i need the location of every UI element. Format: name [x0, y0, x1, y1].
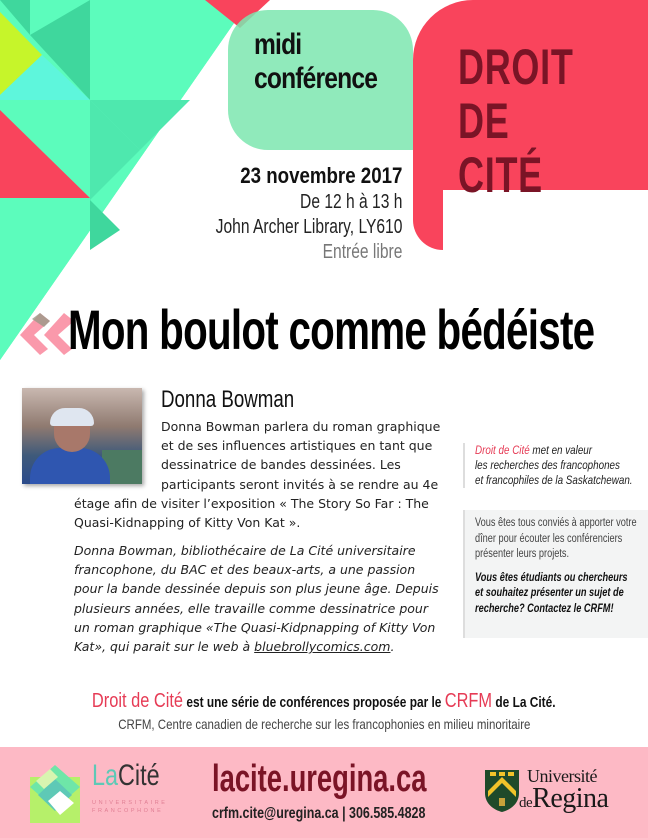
- invite-line: dîner pour écouter les conférenciers: [475, 532, 623, 545]
- invite-line: présenter leurs projets.: [475, 548, 570, 560]
- bio-last-line: [74, 637, 454, 656]
- event-date: 23 novembre 2017: [239, 163, 402, 188]
- uregina-line-2: [519, 785, 608, 817]
- bio-line: pour la bande dessinée depuis son plus jeune âge. Depuis: [74, 581, 439, 597]
- bio-line: Donna Bowman parlera du roman graphique: [161, 419, 441, 434]
- bio-line: Donna Bowman, bibliothécaire de La Cité universitaire: [74, 543, 416, 558]
- speaker-bio-1: [74, 417, 454, 532]
- series-text: de La Cité.: [492, 695, 556, 711]
- quote-text: met en valeur: [529, 443, 593, 457]
- bio-line: et de ses influences artistiques en tant que: [161, 438, 433, 454]
- uregina-de: de: [519, 795, 533, 811]
- bio-text: Kat», qui parait sur le web à: [74, 639, 255, 655]
- event-time: De 12 h à 13 h: [299, 191, 402, 213]
- bio-text: .: [390, 639, 395, 655]
- invite-text: [475, 516, 648, 563]
- event-info: [163, 162, 402, 265]
- quote-line-1: [475, 443, 617, 458]
- event-admission: Entrée libre: [322, 241, 402, 263]
- midi-conference-label: [254, 28, 377, 96]
- contact-info: crfm.cite@uregina.ca | 306.585.4828: [212, 805, 426, 822]
- comics-website-link[interactable]: bluebrollycomics.com: [254, 639, 391, 655]
- call-for-speakers: [475, 571, 648, 618]
- lacite-subtitle: [92, 799, 168, 815]
- call-line: recherche? Contactez le CRFM!: [475, 602, 614, 615]
- speaker-bio-2: [74, 541, 454, 656]
- uregina-wordmark: [519, 766, 609, 817]
- bio-line: participants seront invités à se rendre au 4e: [161, 476, 439, 492]
- org-full-name: [0, 716, 648, 732]
- bio-line: francophone, du BAC et des beaux-arts, a une passion: [74, 562, 416, 578]
- uregina-line-1: Université: [527, 766, 597, 786]
- lacite-logo-icon: [30, 765, 82, 825]
- quote-highlight: Droit de Cité: [475, 443, 530, 457]
- lacite-sub-1: UNIVERSITAIRE: [92, 800, 168, 806]
- bio-line: étage afin de visiter l’exposition « The Story So Far : The: [74, 495, 429, 511]
- lacite-wordmark: [92, 759, 160, 793]
- series-text: est une série de conférences proposée par le: [183, 695, 446, 711]
- conference-label: conférence: [254, 62, 378, 95]
- org-full-name-text: CRFM, Centre canadien de recherche sur les francophonies en milieu minoritaire: [117, 716, 531, 732]
- speaker-name: Donna Bowman: [161, 386, 295, 413]
- quote-line-3: et francophiles de la Saskatchewan.: [475, 473, 633, 487]
- sidebar-quote: [463, 443, 648, 488]
- sidebar-info-box: [463, 510, 648, 638]
- bio-line: dessinatrice de bandes dessinées. Les: [161, 457, 401, 473]
- uregina-shield-icon: [484, 769, 520, 813]
- series-description: [0, 690, 648, 713]
- footer: [0, 747, 648, 838]
- lacite-cite: Cité: [118, 759, 160, 792]
- call-line: Vous êtes étudiants ou chercheurs: [475, 571, 628, 584]
- brand-line-1: DROIT: [458, 39, 574, 95]
- event-location: John Archer Library, LY610: [215, 216, 402, 238]
- series-brand: Droit de Cité: [92, 690, 184, 712]
- talk-title: Mon boulot comme bédéiste: [68, 298, 595, 361]
- bio-line: plusieurs années, elle travaille comme dessinatrice pour: [74, 600, 428, 616]
- website-url[interactable]: lacite.uregina.ca: [212, 758, 427, 800]
- invite-line: Vous êtes tous conviés à apporter votre: [475, 517, 637, 529]
- droit-de-cite-title: [458, 40, 595, 202]
- call-line: et souhaitez présenter un sujet de: [475, 587, 624, 599]
- quote-line-2: les recherches des francophones: [475, 458, 620, 472]
- bio-line: un roman graphique «The Quasi-Kidpnapping of Kitty Von: [74, 619, 436, 635]
- midi-label: midi: [254, 28, 302, 61]
- series-org: CRFM: [445, 690, 493, 712]
- lacite-la: La: [92, 759, 119, 792]
- uregina-regina: Regina: [532, 783, 609, 814]
- bio-line: Quasi-Kidnapping of Kitty Von Kat ».: [74, 515, 301, 531]
- lacite-sub-2: FRANCOPHONE: [92, 808, 164, 814]
- brand-line-2: DE CITÉ: [458, 93, 543, 203]
